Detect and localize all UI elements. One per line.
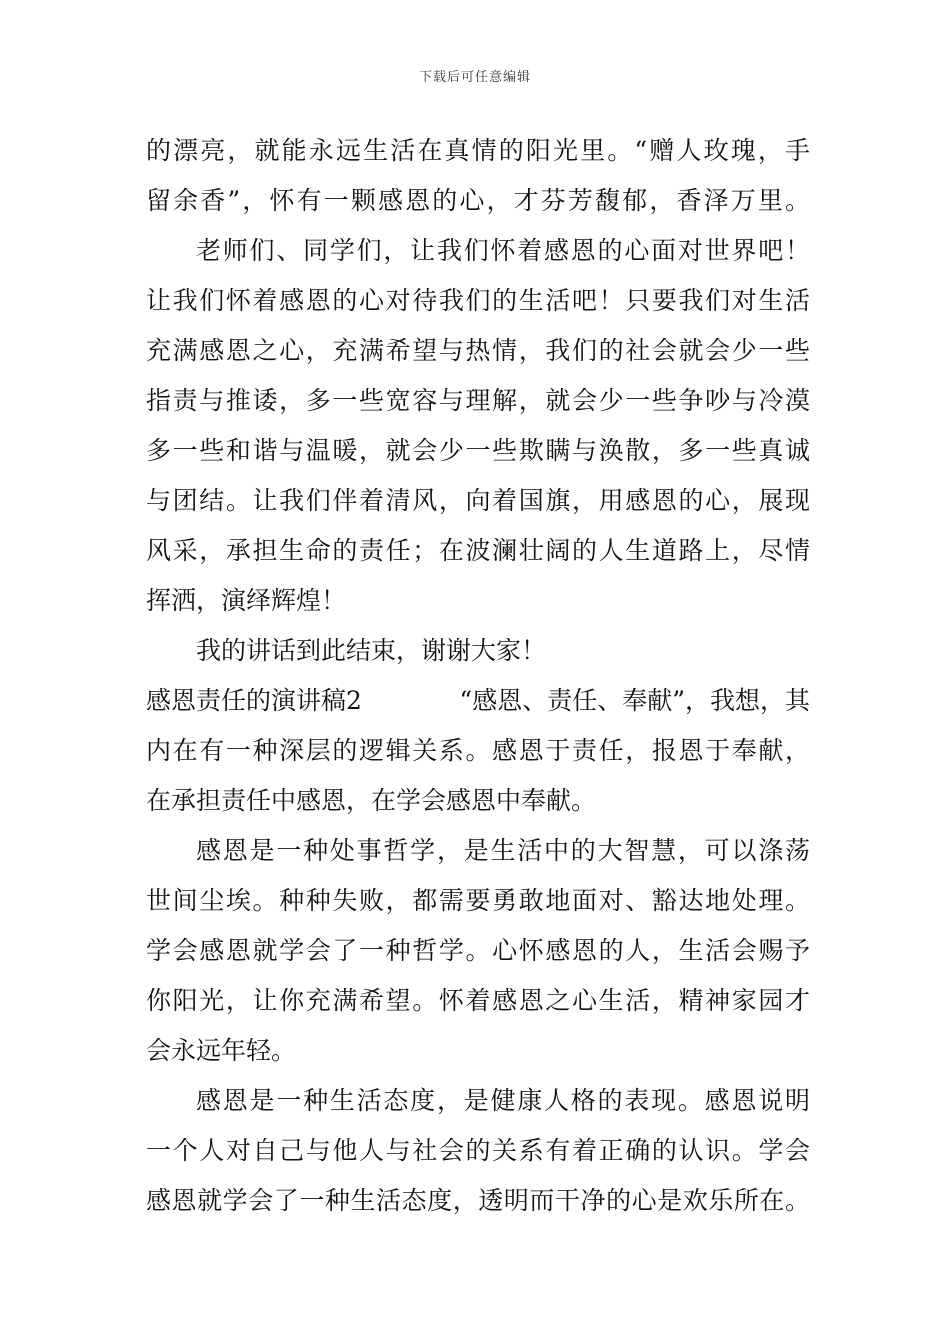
text-line: 挥洒，演绎辉煌！: [146, 586, 347, 615]
text-line: 留余香”，怀有一颗感恩的心，才芬芳馥郁，香泽万里。: [146, 186, 810, 215]
text-line: 在承担责任中感恩，在学会感恩中奉献。: [146, 786, 597, 815]
section-heading-line: [146, 676, 810, 726]
text-line: 充满感恩之心，充满希望与热情，我们的社会就会少一些: [146, 336, 810, 365]
paragraph-first-line: 感恩是一种生活态度，是健康人格的表现。感恩说明: [196, 1086, 810, 1115]
text-line: 世间尘埃。种种失败，都需要勇敢地面对、豁达地处理。: [146, 886, 810, 915]
text-line: 让我们怀着感恩的心对待我们的生活吧！只要我们对生活: [146, 286, 810, 315]
text-line: 内在有一种深层的逻辑关系。感恩于责任，报恩于奉献，: [146, 736, 810, 765]
document-body: [146, 126, 810, 1226]
text-line: 风采，承担生命的责任；在波澜壮阔的人生道路上，尽情: [146, 536, 810, 565]
text-line: 的漂亮，就能永远生活在真情的阳光里。“赠人玫瑰，手: [146, 136, 810, 165]
text-line: 会永远年轻。: [146, 1036, 297, 1065]
text-line: 感恩就学会了一种生活态度，透明而干净的心是欢乐所在。: [146, 1186, 810, 1215]
paragraph-first-line: 老师们、同学们，让我们怀着感恩的心面对世界吧！: [196, 236, 810, 265]
paragraph-first-line: 我的讲话到此结束，谢谢大家！: [196, 636, 547, 665]
text-line: 多一些和谐与温暖，就会少一些欺瞒与涣散，多一些真诚: [146, 436, 810, 465]
paragraph-first-line: 感恩是一种处事哲学，是生活中的大智慧，可以涤荡: [196, 836, 810, 865]
text-line: 一个人对自己与他人与社会的关系有着正确的认识。学会: [146, 1136, 810, 1165]
section-opening-text: “感恩、责任、奉献”，我想，其: [459, 686, 810, 715]
text-line: 指责与推诿，多一些宽容与理解，就会少一些争吵与冷漠: [146, 386, 810, 415]
text-line: 与团结。让我们伴着清风，向着国旗，用感恩的心，展现: [146, 486, 810, 515]
text-line: 学会感恩就学会了一种哲学。心怀感恩的人，生活会赐予: [146, 936, 810, 965]
text-line: 你阳光，让你充满希望。怀着感恩之心生活，精神家园才: [146, 986, 810, 1015]
section-title: 感恩责任的演讲稿2: [146, 686, 362, 715]
page-header: 下载后可任意编辑: [418, 70, 531, 85]
